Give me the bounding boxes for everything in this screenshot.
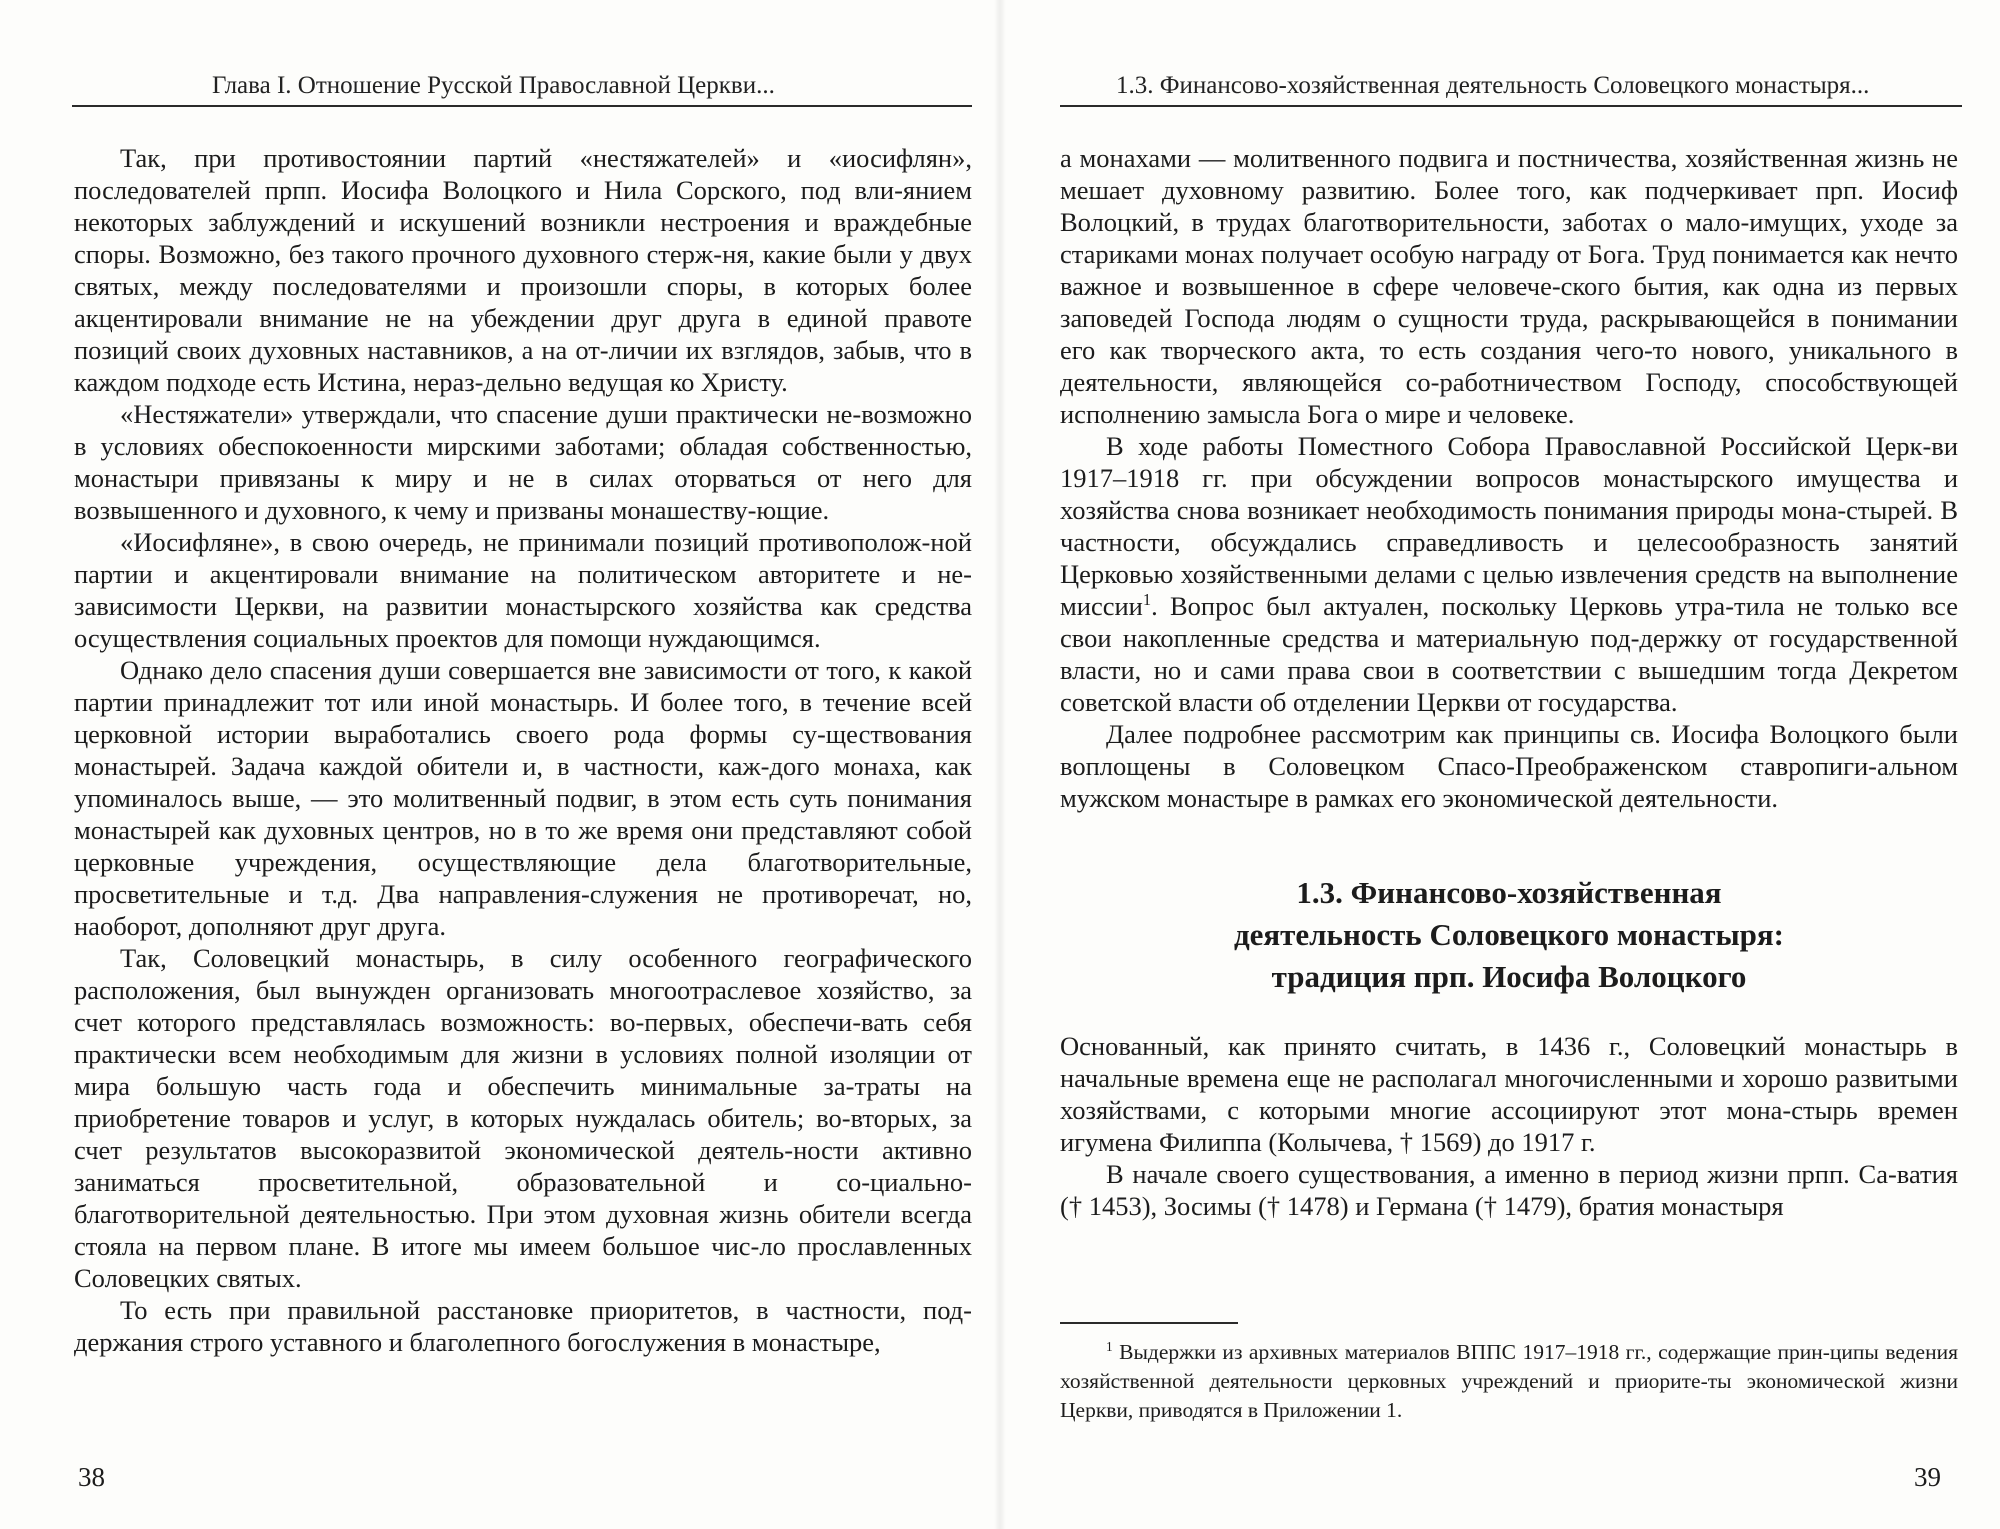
- page-number-right: 39: [1914, 1462, 1941, 1492]
- footnote: [1060, 1338, 1958, 1425]
- paragraph-text: В ходе работы Поместного Собора Православной Российской Церк-ви 1917–1918 гг. при обсуждении вопросов монастырского имущества и хозяйства снова возникает необходимость понимания природы мона-стырей. В частности, обсуждались справедливость и целесообразность занятий Церковью хозяйственными делами с целью извлечения средств на выполнение миссии: [1060, 431, 1958, 621]
- header-rule-left: [72, 105, 972, 107]
- paragraph: «Иосифляне», в свою очередь, не принимали позиций противополож-ной партии и акцентировали внимание на политическом авторитете и не-зависимости Церкви, на развитии монастырского хозяйства как средства осуществления социальных проектов для помощи нуждающимся.: [74, 527, 972, 653]
- paragraph: В начале своего существования, а именно в период жизни прпп. Са-ватия († 1453), Зосимы († 1478) и Германа († 1479), братия монастыря: [1060, 1159, 1958, 1221]
- footnote-rule: [1060, 1322, 1238, 1324]
- footnote-text: Выдержки из архивных материалов ВППС 1917–1918 гг., содержащие прин-ципы ведения хозяйственной деятельности церковных учреждений и приорите-ты экономической жизни Церкви, приводятся в Приложении 1.: [1060, 1340, 1958, 1422]
- section-heading: [1060, 872, 1958, 998]
- paragraph: «Нестяжатели» утверждали, что спасение души практически не-возможно в условиях обеспокоенности мирскими заботами; обладая собственностью, монастыри привязаны к миру и не в силах оторваться от него для возвышенного и духовного, к чему и призваны монашеству-ющие.: [74, 399, 972, 525]
- right-page-body: [1060, 142, 1958, 1222]
- heading-line: 1.3. Финансово-хозяйственная: [1296, 875, 1722, 910]
- running-head-left: Глава I. Отношение Русской Православной Церкви...: [212, 72, 775, 99]
- paragraph-text-continued: . Вопрос был актуален, поскольку Церковь утра-тила не только все свои накопленные средства и материальную под-держку от государственной власти, но и сами права свои в соответствии с вышедшим тогда Декретом советской власти об отделении Церкви от государства.: [1060, 591, 1958, 717]
- paragraph: а монахами — молитвенного подвига и постничества, хозяйственная жизнь не мешает духовному развитию. Более того, как подчеркивает прп. Иосиф Волоцкий, в трудах благотворительности, заботах о мало-имущих, уходе за стариками монах получает особую награду от Бога. Труд понимается как нечто важное и возвышенное в сфере человече-ского бытия, как одна из первых заповедей Господа людям о сущности труда, раскрывающейся в понимании его как творческого акта, то есть создания чего-то нового, уникального в деятельности, являющейся со-работничеством Господу, способствующей исполнению замысла Бога о мире и человеке.: [1060, 143, 1958, 429]
- running-head-right: 1.3. Финансово-хозяйственная деятельность Соловецкого монастыря...: [1116, 72, 1870, 99]
- footnote-marker: 1: [1142, 590, 1152, 610]
- header-rule-right: [1060, 105, 1962, 107]
- paragraph: Далее подробнее рассмотрим как принципы св. Иосифа Волоцкого были воплощены в Соловецком Спасо-Преображенском ставропиги-альном мужском монастыре в рамках его экономической деятельности.: [1060, 719, 1958, 813]
- heading-line: деятельность Соловецкого монастыря:: [1233, 917, 1785, 952]
- paragraph: Так, при противостоянии партий «нестяжателей» и «иосифлян», последователей прпп. Иосифа Волоцкого и Нила Сорского, под вли-янием некоторых заблуждений и искушений возникли нестроения и враждебные споры. Возможно, без такого прочного духовного стерж-ня, какие были у двух святых, между последователями и произошли споры, в которых более акцентировали внимание не на убеждении друг друга в единой правоте позиций своих духовных наставников, а на от-личии их взглядов, забыв, что в каждом подходе есть Истина, нераз-дельно ведущая ко Христу.: [74, 143, 972, 397]
- page-number-left: 38: [78, 1462, 105, 1492]
- paragraph-with-footnote: [1060, 430, 1958, 718]
- footnote-number: 1: [1106, 1338, 1113, 1354]
- left-page-body: [74, 142, 972, 1358]
- paragraph: Основанный, как принято считать, в 1436 г., Соловецкий монастырь в начальные времена еще не располагал многочисленными и хорошо развитыми хозяйствами, с которыми многие ассоциируют этот мона-стырь времен игумена Филиппа (Колычева, † 1569) до 1917 г.: [1060, 1031, 1958, 1157]
- right-page: [1000, 0, 2000, 1529]
- paragraph: То есть при правильной расстановке приоритетов, в частности, под-держания строго уставного и благолепного богослужения в монастыре,: [74, 1295, 972, 1357]
- paragraph: Так, Соловецкий монастырь, в силу особенного географического расположения, был вынужден организовать многоотраслевое хозяйство, за счет которого представлялась возможность: во-первых, обеспечи-вать себя практически всем необходимым для жизни в условиях полной изоляции от мира большую часть года и обеспечить минимальные за-траты на приобретение товаров и услуг, в которых нуждалась обитель; во-вторых, за счет результатов высокоразвитой экономической деятель-ности активно заниматься просветительной, образовательной и со-циально-благотворительной деятельностью. При этом духовная жизнь обители всегда стояла на первом плане. В итоге мы имеем большое чис-ло прославленных Соловецких святых.: [74, 943, 972, 1293]
- heading-line: традиция прп. Иосифа Волоцкого: [1271, 959, 1747, 994]
- paragraph: Однако дело спасения души совершается вне зависимости от того, к какой партии принадлежит тот или иной монастырь. И более того, в течение всей церковной истории выработались своего рода формы су-ществования монастырей. Задача каждой обители и, в частности, каж-дого монаха, как упоминалось выше, — это молитвенный подвиг, в этом есть суть понимания монастырей как духовных центров, но в то же время они представляют собой церковные учреждения, осуществляющие дела благотворительные, просветительные и т.д. Два направления-служения не противоречат, но, наоборот, дополняют друг друга.: [74, 655, 972, 941]
